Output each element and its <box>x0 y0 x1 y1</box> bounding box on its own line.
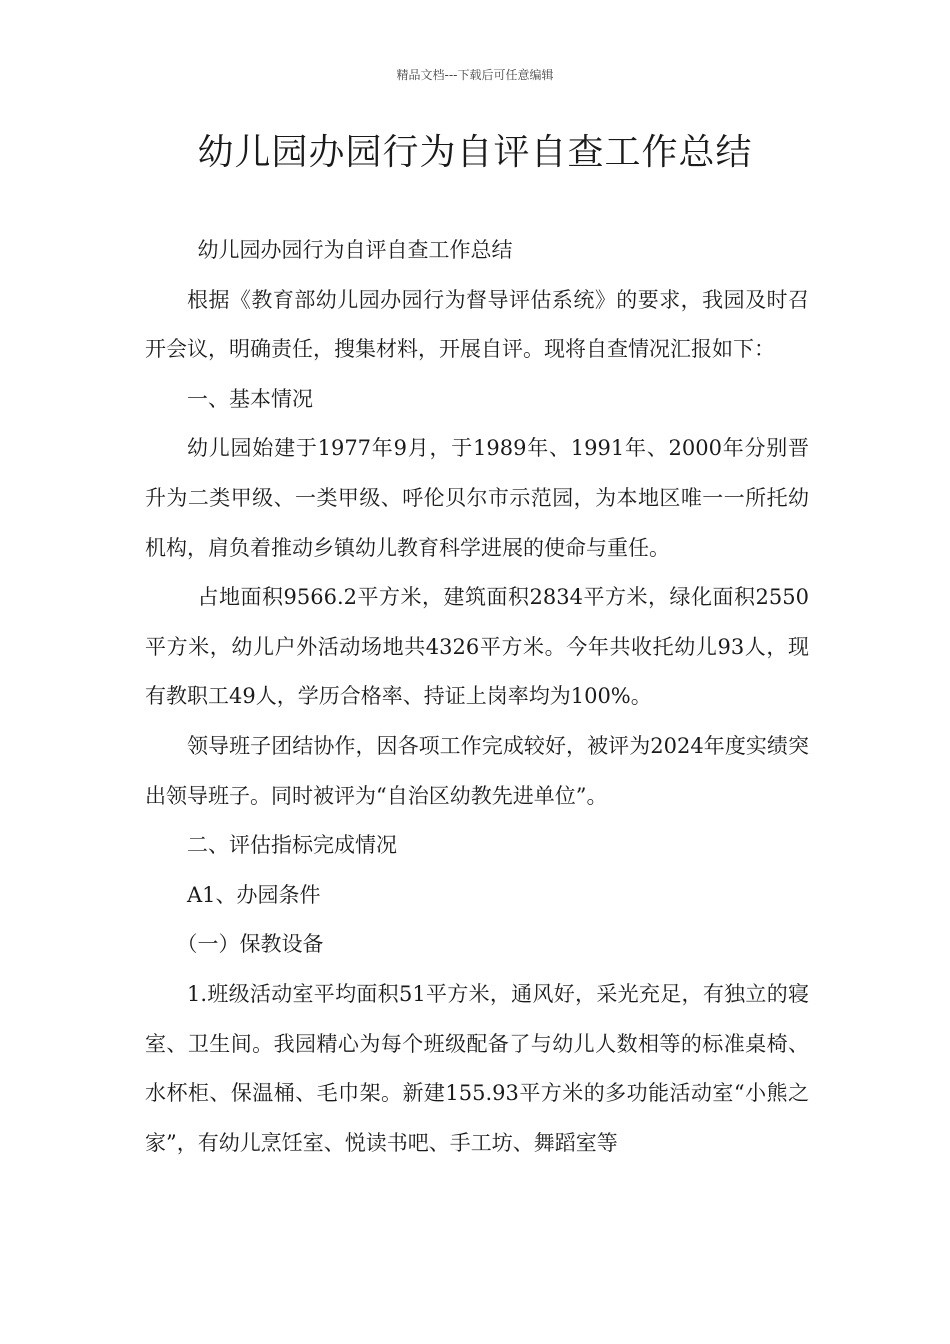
paragraph-history: 幼儿园始建于1977年9月，于1989年、1991年、2000年分别晋升为二类甲级、一类甲级、呼伦贝尔市示范园，为本地区唯一一所托幼机构，肩负着推动乡镇幼儿教育科学进展的使命与重任。 <box>145 436 809 560</box>
section-heading-basic: 一、基本情况 <box>187 386 313 411</box>
paragraph-intro: 根据《教育部幼儿园办园行为督导评估系统》的要求，我园及时召开会议，明确责任，搜集材料，开展自评。现将自查情况汇报如下： <box>145 287 809 362</box>
paragraph-subtitle: 幼儿园办园行为自评自查工作总结 <box>197 238 513 262</box>
paragraph-classrooms: 1.班级活动室平均面积51平方米，通风好，采光充足，有独立的寝室、卫生间。我园精心为每个班级配备了与幼儿人数相等的标准桌椅、水杯柜、保温桶、毛巾架。新建155.93平方米的多功能活动室“小熊之家”，有幼儿烹饪室、悦读书吧、手工坊、舞蹈室等 <box>145 981 809 1155</box>
header-note: 精品文档---下载后可任意编辑 <box>396 68 554 82</box>
subsection-heading-a1: A1、办园条件 <box>187 882 321 907</box>
document-body <box>145 226 809 1168</box>
document-title: 幼儿园办园行为自评自查工作总结 <box>197 132 753 173</box>
section-heading-evaluation: 二、评估指标完成情况 <box>187 833 397 858</box>
paragraph-leadership: 领导班子团结协作，因各项工作完成较好，被评为2024年度实绩突出领导班子。同时被评为“自治区幼教先进单位”。 <box>145 733 809 808</box>
paragraph-area: 占地面积9566.2平方米，建筑面积2834平方米，绿化面积2550平方米，幼儿户外活动场地共4326平方米。今年共收托幼儿93人，现有教职工49人，学历合格率、持证上岗率均为100%。 <box>145 585 809 709</box>
subsection-heading-equipment: （一）保教设备 <box>176 932 324 957</box>
